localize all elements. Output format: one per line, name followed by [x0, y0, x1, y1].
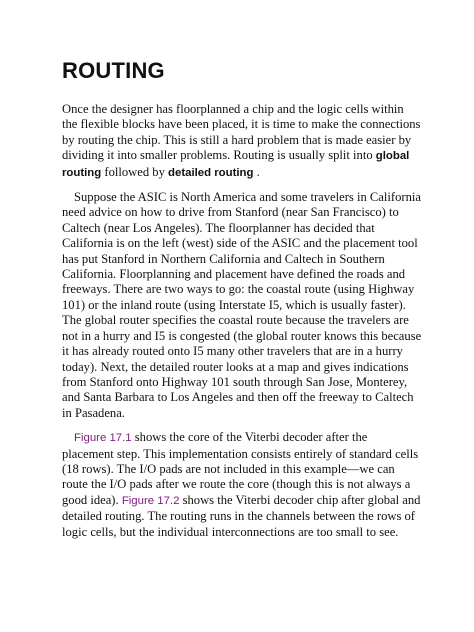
paragraph-analogy: Suppose the ASIC is North America and some travelers in California need advice on how to drive from Stanford (near San Francisco) to Caltech (near Los Angeles). The floorplanner has decided that California is on the left (west) side of the ASIC and the placement tool has put Stanford in Northern California and Caltech in Southern California. Floorplanning and placement have defined the roads and freeways. There are two ways to go: the coastal route (using Highway 101) or the inland route (using Interstate I5, which is usually faster). The global router specifies the coastal route because the travelers are not in a hurry and I5 is congested (the global router knows this because it has already routed onto I5 many other travelers that are in a hurry today). Next, the detailed router looks at a map and gives indications from Stanford onto Highway 101 south through San Jose, Monterey, and Santa Barbara to Los Angeles and then off the freeway to Caltech in Pasadena. — [62, 190, 422, 420]
term-detailed-routing: detailed routing — [168, 166, 254, 179]
paragraph-intro-text-b: followed by — [101, 164, 169, 179]
paragraph-intro-text-c: . — [253, 164, 260, 179]
paragraph-intro-text-a: Once the designer has floorplanned a chip and the logic cells within the flexible blocks have been placed, it is time to make the connections by routing the chip. This is still a hard problem that is made easier by dividing it into smaller problems. Routing is usually split into — [62, 102, 421, 163]
paragraph-figures-text-b: shows the Viterbi decoder chip after global and detailed routing. The routing runs in the channels between the rows of logic cells, but the individual interconnections are too small to see. — [62, 492, 421, 539]
figure-17-1-link[interactable]: Figure 17.1 — [74, 432, 132, 445]
paragraph-intro — [62, 102, 422, 181]
page-heading: ROUTING — [62, 58, 165, 83]
paragraph-figures-text-a: shows the core of the Viterbi decoder after the placement step. This implementation consists entirely of standard cells (18 rows). The I/O pads are not included in this example—we can route the I/O pads after we route the core (though this is not always a good idea). — [62, 430, 419, 507]
document-page — [62, 58, 422, 549]
figure-17-2-link[interactable]: Figure 17.2 — [121, 494, 180, 507]
paragraph-figures — [62, 430, 422, 540]
term-global-routing: global routing — [62, 150, 410, 179]
